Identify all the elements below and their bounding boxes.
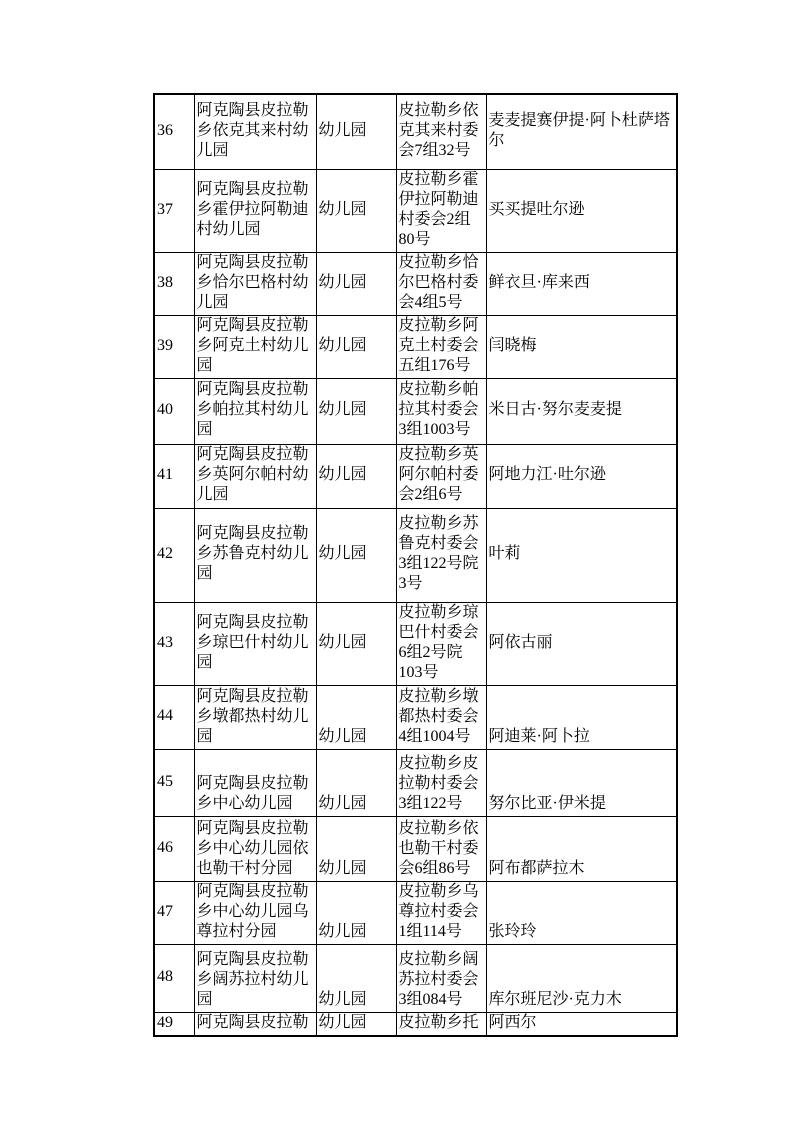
address-cell: 皮拉勒乡恰尔巴格村委会4组5号 (396, 252, 486, 315)
school-type-cell: 幼儿园 (316, 508, 396, 602)
principal-name-cell: 阿依古丽 (486, 602, 677, 685)
table-row (154, 378, 677, 444)
kindergarten-registry-table (153, 93, 678, 1037)
school-type-cell: 幼儿园 (316, 749, 396, 816)
row-number-cell: 44 (154, 685, 194, 749)
school-name-cell: 阿克陶县皮拉勒乡中心幼儿园乌尊拉村分园 (194, 881, 316, 944)
address-cell: 皮拉勒乡帕拉其村委会3组1003号 (396, 378, 486, 444)
table-row (154, 1012, 677, 1036)
row-number-cell: 40 (154, 378, 194, 444)
school-name-cell: 阿克陶县皮拉勒乡琼巴什村幼儿园 (194, 602, 316, 685)
school-type-cell: 幼儿园 (316, 444, 396, 508)
address-cell: 皮拉勒乡墩都热村委会4组1004号 (396, 685, 486, 749)
principal-name-cell: 鲜衣旦·库来西 (486, 252, 677, 315)
table-row (154, 944, 677, 1012)
school-type-cell: 幼儿园 (316, 94, 396, 169)
address-cell: 皮拉勒乡乌尊拉村委会1组114号 (396, 881, 486, 944)
row-number-cell: 42 (154, 508, 194, 602)
school-type-cell: 幼儿园 (316, 881, 396, 944)
address-cell: 皮拉勒乡依克其来村委会7组32号 (396, 94, 486, 169)
school-type-cell: 幼儿园 (316, 1012, 396, 1036)
table-row (154, 315, 677, 378)
table-row (154, 94, 677, 169)
principal-name-cell: 努尔比亚·伊米提 (486, 749, 677, 816)
row-number-cell: 48 (154, 944, 194, 1012)
address-cell: 皮拉勒乡阔苏拉村委会3组084号 (396, 944, 486, 1012)
school-name-cell: 阿克陶县皮拉勒乡恰尔巴格村幼儿园 (194, 252, 316, 315)
row-number-cell: 46 (154, 816, 194, 881)
table-row (154, 508, 677, 602)
row-number-cell: 38 (154, 252, 194, 315)
school-name-cell: 阿克陶县皮拉勒乡英阿尔帕村幼儿园 (194, 444, 316, 508)
address-cell: 皮拉勒乡皮拉勒村委会3组122号 (396, 749, 486, 816)
address-cell: 皮拉勒乡阿克土村委会五组176号 (396, 315, 486, 378)
principal-name-cell: 库尔班尼沙·克力木 (486, 944, 677, 1012)
principal-name-cell: 阿西尔 (486, 1012, 677, 1036)
school-type-cell: 幼儿园 (316, 315, 396, 378)
row-number-cell: 43 (154, 602, 194, 685)
address-cell: 皮拉勒乡琼巴什村委会6组2号院103号 (396, 602, 486, 685)
table-row (154, 252, 677, 315)
row-number-cell: 39 (154, 315, 194, 378)
school-type-cell: 幼儿园 (316, 252, 396, 315)
school-name-cell: 阿克陶县皮拉勒乡苏鲁克村幼儿园 (194, 508, 316, 602)
principal-name-cell: 麦麦提赛伊提·阿卜杜萨塔尔 (486, 94, 677, 169)
school-type-cell: 幼儿园 (316, 944, 396, 1012)
principal-name-cell: 米日古·努尔麦麦提 (486, 378, 677, 444)
school-type-cell: 幼儿园 (316, 169, 396, 252)
address-cell: 皮拉勒乡苏鲁克村委会3组122号院3号 (396, 508, 486, 602)
school-type-cell: 幼儿园 (316, 685, 396, 749)
row-number-cell: 37 (154, 169, 194, 252)
table-row (154, 685, 677, 749)
principal-name-cell: 阿地力江·吐尔逊 (486, 444, 677, 508)
principal-name-cell: 张玲玲 (486, 881, 677, 944)
principal-name-cell: 买买提吐尔逊 (486, 169, 677, 252)
school-name-cell: 阿克陶县皮拉勒乡中心幼儿园依也勒干村分园 (194, 816, 316, 881)
principal-name-cell: 闫晓梅 (486, 315, 677, 378)
row-number-cell: 36 (154, 94, 194, 169)
school-name-cell: 阿克陶县皮拉勒乡中心幼儿园 (194, 749, 316, 816)
school-type-cell: 幼儿园 (316, 602, 396, 685)
table-row (154, 444, 677, 508)
school-name-cell: 阿克陶县皮拉勒乡帕拉其村幼儿园 (194, 378, 316, 444)
row-number-cell: 41 (154, 444, 194, 508)
school-name-cell: 阿克陶县皮拉勒 (194, 1012, 316, 1036)
principal-name-cell: 阿布都萨拉木 (486, 816, 677, 881)
school-type-cell: 幼儿园 (316, 378, 396, 444)
principal-name-cell: 阿迪莱·阿卜拉 (486, 685, 677, 749)
table-body (154, 94, 677, 1036)
table-row (154, 602, 677, 685)
address-cell: 皮拉勒乡霍伊拉阿勒迪村委会2组80号 (396, 169, 486, 252)
address-cell: 皮拉勒乡英阿尔帕村委会2组6号 (396, 444, 486, 508)
row-number-cell: 49 (154, 1012, 194, 1036)
table-row (154, 749, 677, 816)
address-cell: 皮拉勒乡依也勒干村委会6组86号 (396, 816, 486, 881)
school-name-cell: 阿克陶县皮拉勒乡阔苏拉村幼儿园 (194, 944, 316, 1012)
address-cell: 皮拉勒乡托 (396, 1012, 486, 1036)
school-name-cell: 阿克陶县皮拉勒乡霍伊拉阿勒迪村幼儿园 (194, 169, 316, 252)
school-name-cell: 阿克陶县皮拉勒乡墩都热村幼儿园 (194, 685, 316, 749)
school-type-cell: 幼儿园 (316, 816, 396, 881)
school-name-cell: 阿克陶县皮拉勒乡阿克土村幼儿园 (194, 315, 316, 378)
table-row (154, 881, 677, 944)
principal-name-cell: 叶莉 (486, 508, 677, 602)
table-row (154, 169, 677, 252)
row-number-cell: 45 (154, 749, 194, 816)
school-name-cell: 阿克陶县皮拉勒乡依克其来村幼儿园 (194, 94, 316, 169)
row-number-cell: 47 (154, 881, 194, 944)
table-row (154, 816, 677, 881)
